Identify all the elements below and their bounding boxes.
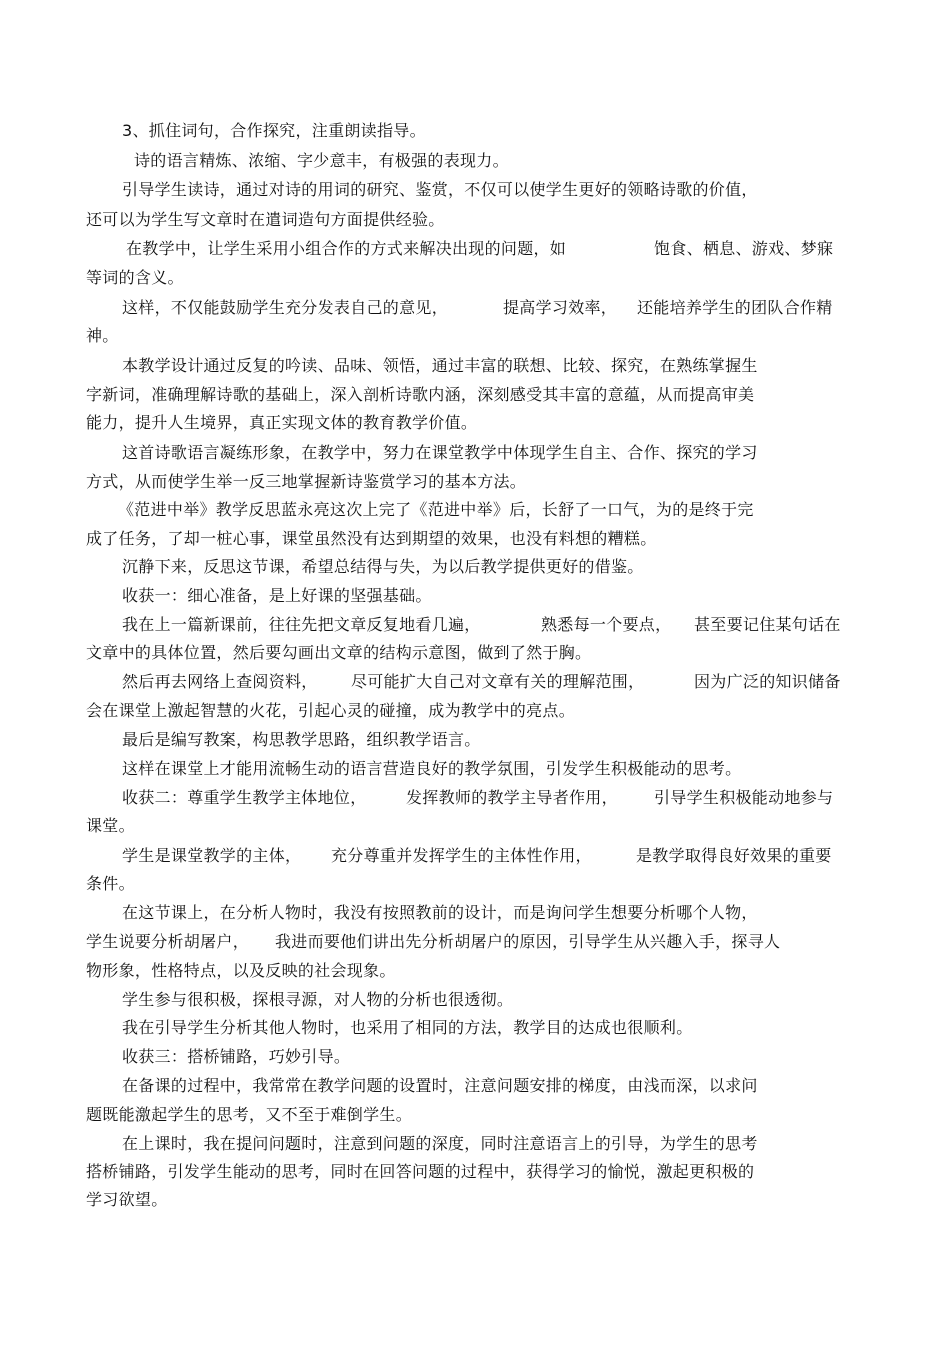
text-line: 搭桥铺路，引发学生能动的思考，同时在回答问题的过程中，获得学习的愉悦，激起更积极的 bbox=[86, 1162, 755, 1181]
text-line: 物形象，性格特点，以及反映的社会现象。 bbox=[86, 961, 396, 980]
text-line: 成了任务，了却一桩心事，课堂虽然没有达到期望的效果，也没有料想的糟糕。 bbox=[86, 529, 657, 548]
text-line: 尽可能扩大自己对文章有关的理解范围， bbox=[351, 672, 645, 691]
text-line: 是教学取得良好效果的重要 bbox=[636, 846, 832, 865]
text-line: 充分尊重并发挥学生的主体性作用， bbox=[331, 846, 592, 865]
text-line: 这首诗歌语言凝练形象，在教学中，努力在课堂教学中体现学生自主、合作、探究的学习 bbox=[122, 443, 758, 462]
text-line: 等词的含义。 bbox=[86, 268, 184, 287]
text-line: 收获三：搭桥铺路，巧妙引导。 bbox=[122, 1047, 351, 1066]
text-line: 引导学生积极能动地参与 bbox=[654, 788, 834, 807]
text-line: 方式，从而使学生举一反三地掌握新诗鉴赏学习的基本方法。 bbox=[86, 472, 527, 491]
text-line: 本教学设计通过反复的吟读、品味、领悟，通过丰富的联想、比较、探究，在熟练掌握生 bbox=[122, 356, 758, 375]
text-line: 我进而要他们讲出先分析胡屠户的原因，引导学生从兴趣入手，探寻人 bbox=[275, 932, 781, 951]
text-line: 还可以为学生写文章时在遣词造句方面提供经验。 bbox=[86, 210, 445, 229]
text-line: 在上课时，我在提问问题时，注意到问题的深度，同时注意语言上的引导，为学生的思考 bbox=[122, 1134, 758, 1153]
text-line: 饱食、栖息、游戏、梦寐 bbox=[654, 239, 834, 258]
text-line: 诗的语言精炼、浓缩、字少意丰，有极强的表现力。 bbox=[134, 151, 509, 170]
text-line: 学生参与很积极，探根寻源，对人物的分析也很透彻。 bbox=[122, 990, 514, 1009]
text-line: 题既能激起学生的思考，又不至于难倒学生。 bbox=[86, 1105, 413, 1124]
text-line: 收获二：尊重学生教学主体地位， bbox=[122, 788, 367, 807]
text-line: 甚至要记住某句话在 bbox=[694, 615, 841, 634]
text-line: 字新词，准确理解诗歌的基础上，深入剖析诗歌内涵，深刻感受其丰富的意蕴，从而提高审美 bbox=[86, 385, 755, 404]
text-line: 引导学生读诗，通过对诗的用词的研究、鉴赏，不仅可以使学生更好的领略诗歌的价值， bbox=[122, 180, 758, 199]
text-line: 在教学中，让学生采用小组合作的方式来解决出现的问题，如 bbox=[126, 239, 567, 258]
text-line: 条件。 bbox=[86, 874, 135, 893]
text-line: 神。 bbox=[86, 326, 119, 345]
text-line: 这样，不仅能鼓励学生充分发表自己的意见， bbox=[122, 298, 449, 317]
text-line: 会在课堂上激起智慧的火花，引起心灵的碰撞，成为教学中的亮点。 bbox=[86, 701, 576, 720]
text-line: 文章中的具体位置，然后要勾画出文章的结构示意图，做到了然于胸。 bbox=[86, 643, 592, 662]
text-line: 熟悉每一个要点， bbox=[541, 615, 672, 634]
text-line: 学生是课堂教学的主体， bbox=[122, 846, 302, 865]
text-line: 3、抓住词句，合作探究，注重朗读指导。 bbox=[122, 121, 426, 140]
text-line: 在备课的过程中，我常常在教学问题的设置时，注意问题安排的梯度，由浅而深，以求问 bbox=[122, 1076, 758, 1095]
text-line: 课堂。 bbox=[86, 816, 135, 835]
text-line: 在这节课上，在分析人物时，我没有按照教前的设计，而是询问学生想要分析哪个人物， bbox=[122, 903, 758, 922]
text-line: 这样在课堂上才能用流畅生动的语言营造良好的教学氛围，引发学生积极能动的思考。 bbox=[122, 759, 742, 778]
text-line: 沉静下来，反思这节课，希望总结得与失，为以后教学提供更好的借鉴。 bbox=[122, 557, 644, 576]
text-line: 因为广泛的知识储备 bbox=[694, 672, 841, 691]
text-line: 能力，提升人生境界，真正实现文体的教育教学价值。 bbox=[86, 413, 478, 432]
text-line: 还能培养学生的团队合作精 bbox=[637, 298, 833, 317]
text-line: 学生说要分析胡屠户， bbox=[86, 932, 250, 951]
text-line: 发挥教师的教学主导者作用， bbox=[406, 788, 618, 807]
text-line: 《范进中举》教学反思蓝永亮这次上完了《范进中举》后，长舒了一口气，为的是终于完 bbox=[118, 500, 754, 519]
text-line: 最后是编写教案，构思教学思路，组织教学语言。 bbox=[122, 730, 481, 749]
text-line: 收获一：细心准备，是上好课的坚强基础。 bbox=[122, 586, 432, 605]
text-line: 我在上一篇新课前，往往先把文章反复地看几遍， bbox=[122, 615, 481, 634]
text-line: 我在引导学生分析其他人物时，也采用了相同的方法，教学目的达成也很顺利。 bbox=[122, 1018, 693, 1037]
text-line: 然后再去网络上查阅资料， bbox=[122, 672, 318, 691]
text-line: 提高学习效率， bbox=[503, 298, 618, 317]
text-line: 学习欲望。 bbox=[86, 1190, 168, 1209]
